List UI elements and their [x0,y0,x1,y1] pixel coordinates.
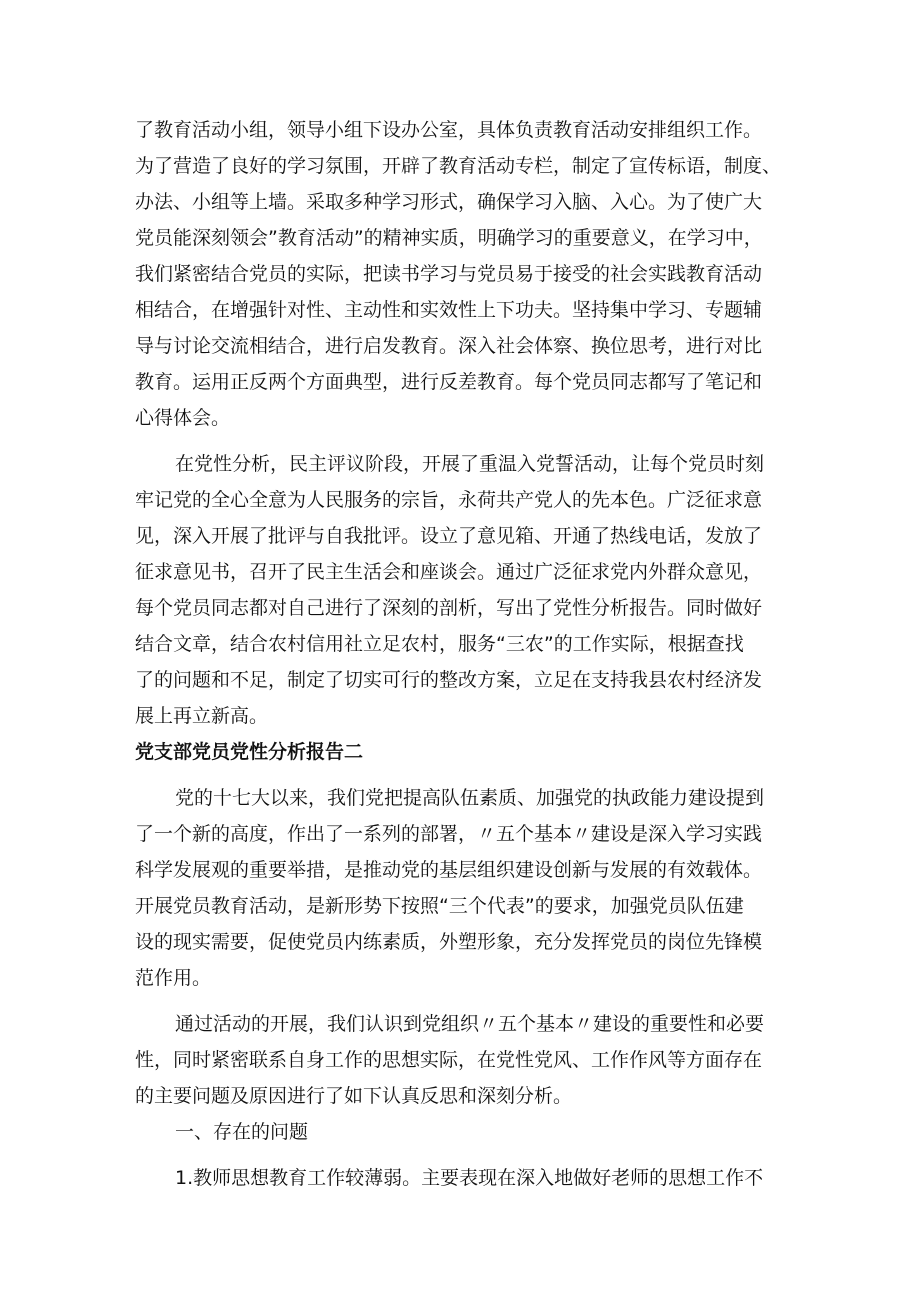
text-line: 办法、小组等上墙。采取多种学习形式，确保学习入脑、入心。为了使广大 [135,191,763,213]
section-subtitle: 一、存在的问题 [175,1121,309,1143]
text-line: 的主要问题及原因进行了如下认真反思和深刻分析。 [135,1085,573,1107]
text-line: 导与讨论交流相结合，进行启发教育。深入社会体察、换位思考，进行对比 [135,335,763,357]
text-line: 党员能深刻领会”教育活动”的精神实质，明确学习的重要意义，在学习中， [135,227,763,249]
text-line: 通过活动的开展，我们认识到党组织〃五个基本〃建设的重要性和必要 [175,1013,765,1035]
text-line: 我们紧密结合党员的实际，把读书学习与党员易于接受的社会实践教育活动 [135,263,763,285]
text-line: 党的十七大以来，我们党把提高队伍素质、加强党的执政能力建设提到 [175,787,765,809]
paragraph-4 [135,1006,795,1114]
text-line: 牢记党的全心全意为人民服务的宗旨，永荷共产党人的先本色。广泛征求意 [135,489,763,511]
text-line: 了的问题和不足，制定了切实可行的整改方案，立足在支持我县农村经济发 [135,669,763,691]
document-body [135,112,795,1196]
paragraph-3 [135,780,795,996]
text-line: 见，深入开展了批评与自我批评。设立了意见箱、开通了热线电话，发放了 [135,525,763,547]
text-line: 结合文章，结合农村信用社立足农村，服务“三农”的工作实际，根据查找 [135,633,744,655]
text-line: 在党性分析，民主评议阶段，开展了重温入党誓活动，让每个党员时刻 [175,453,765,475]
text-line: 了教育活动小组，领导小组下设办公室，具体负责教育活动安排组织工作。 [135,119,763,141]
text-line: 性，同时紧密联系自身工作的思想实际，在党性党风、工作作风等方面存在 [135,1049,763,1071]
text-line: 为了营造了良好的学习氛围，开辟了教育活动专栏，制定了宣传标语，制度、 [135,155,782,177]
text-line: 相结合，在增强针对性、主动性和实效性上下功夫。坚持集中学习、专题辅 [135,299,763,321]
text-line: 范作用。 [135,967,212,989]
text-line: 科学发展观的重要举措，是推动党的基层组织建设创新与发展的有效载体。 [135,859,763,881]
text-line: 设的现实需要，促使党员内练素质，外塑形象，充分发挥党员的岗位先锋模 [135,931,763,953]
section-heading: 党支部党员党性分析报告二 [135,741,364,763]
text-line: 了一个新的高度，作出了一系列的部署，〃五个基本〃建设是深入学习实践 [135,823,763,845]
paragraph-2 [135,446,795,734]
text-line: 征求意见书，召开了民主生活会和座谈会。通过广泛征求党内外群众意见， [135,561,763,583]
text-line: 展上再立新高。 [135,705,269,727]
text-line: 教育。运用正反两个方面典型，进行反差教育。每个党员同志都写了笔记和 [135,371,763,393]
paragraph-1 [135,112,795,436]
text-line: 开展党员教育活动，是新形势下按照“三个代表”的要求，加强党员队伍建 [135,895,744,917]
text-line: 心得体会。 [135,407,231,429]
text-line: 每个党员同志都对自己进行了深刻的剖析，写出了党性分析报告。同时做好 [135,597,763,619]
list-item: 1.教师思想教育工作较薄弱。主要表现在深入地做好老师的思想工作不 [175,1167,764,1189]
